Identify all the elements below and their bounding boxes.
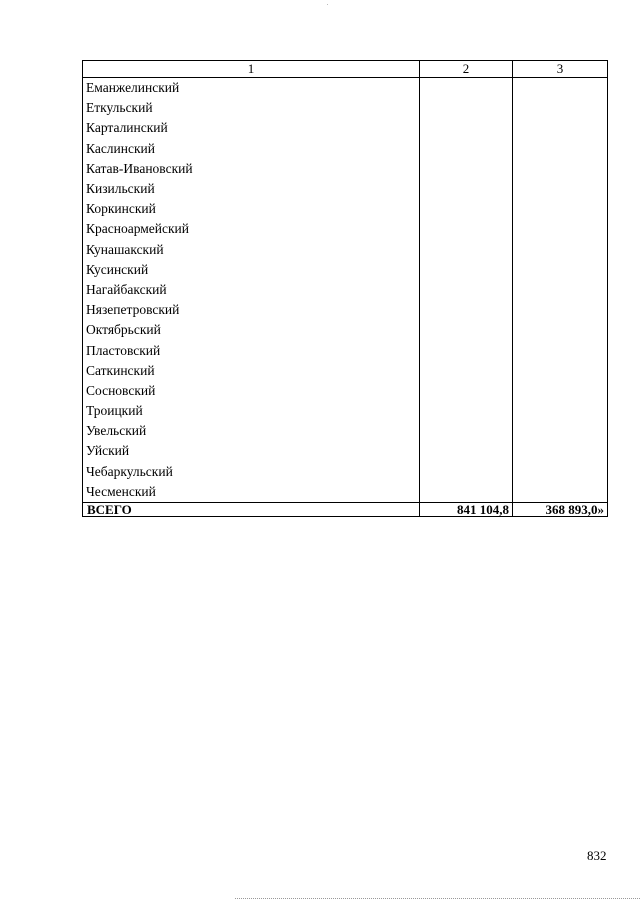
value-col3 xyxy=(513,118,608,138)
table-header-row xyxy=(83,61,608,78)
value-col2 xyxy=(420,300,513,320)
table-row xyxy=(83,381,608,401)
total-col2: 841 104,8 xyxy=(420,502,513,516)
district-name: Кизильский xyxy=(83,179,420,199)
district-name: Кунашакский xyxy=(83,240,420,260)
value-col2 xyxy=(420,199,513,219)
value-col3 xyxy=(513,361,608,381)
value-col2 xyxy=(420,361,513,381)
district-name: Увельский xyxy=(83,421,420,441)
value-col3 xyxy=(513,300,608,320)
table-row xyxy=(83,280,608,300)
value-col2 xyxy=(420,441,513,461)
district-name: Троицкий xyxy=(83,401,420,421)
value-col3 xyxy=(513,98,608,118)
scan-edge xyxy=(235,898,640,900)
table-row xyxy=(83,340,608,360)
district-name: Чесменский xyxy=(83,482,420,503)
table-row xyxy=(83,260,608,280)
column-header-1: 1 xyxy=(83,61,420,78)
value-col2 xyxy=(420,98,513,118)
total-row xyxy=(83,502,608,516)
value-col3 xyxy=(513,280,608,300)
table-row xyxy=(83,320,608,340)
table-row xyxy=(83,300,608,320)
district-name: Каслинский xyxy=(83,139,420,159)
district-name: Сосновский xyxy=(83,381,420,401)
value-col3 xyxy=(513,199,608,219)
data-table xyxy=(82,60,608,517)
district-name: Октябрьский xyxy=(83,320,420,340)
table-row xyxy=(83,482,608,503)
value-col3 xyxy=(513,179,608,199)
district-name: Еткульский xyxy=(83,98,420,118)
table-row xyxy=(83,441,608,461)
scan-mark xyxy=(327,4,328,5)
value-col2 xyxy=(420,118,513,138)
value-col3 xyxy=(513,421,608,441)
value-col3 xyxy=(513,78,608,99)
table-row xyxy=(83,219,608,239)
total-col3: 368 893,0» xyxy=(513,502,608,516)
value-col2 xyxy=(420,340,513,360)
district-name: Катав-Ивановский xyxy=(83,159,420,179)
value-col3 xyxy=(513,159,608,179)
value-col2 xyxy=(420,421,513,441)
table-row xyxy=(83,98,608,118)
value-col2 xyxy=(420,179,513,199)
table-row xyxy=(83,159,608,179)
value-col3 xyxy=(513,340,608,360)
value-col3 xyxy=(513,482,608,503)
column-header-2: 2 xyxy=(420,61,513,78)
table-row xyxy=(83,199,608,219)
district-name: Саткинский xyxy=(83,361,420,381)
table-row xyxy=(83,401,608,421)
value-col3 xyxy=(513,320,608,340)
column-header-3: 3 xyxy=(513,61,608,78)
value-col2 xyxy=(420,320,513,340)
value-col3 xyxy=(513,462,608,482)
district-name: Коркинский xyxy=(83,199,420,219)
table-row xyxy=(83,78,608,99)
value-col3 xyxy=(513,219,608,239)
value-col3 xyxy=(513,441,608,461)
district-name: Уйский xyxy=(83,441,420,461)
value-col2 xyxy=(420,482,513,503)
district-name: Пластовский xyxy=(83,340,420,360)
value-col2 xyxy=(420,381,513,401)
value-col2 xyxy=(420,78,513,99)
district-name: Еманжелинский xyxy=(83,78,420,99)
total-label: ВСЕГО xyxy=(83,502,420,516)
table-row xyxy=(83,240,608,260)
value-col2 xyxy=(420,260,513,280)
table-row xyxy=(83,118,608,138)
district-name: Чебаркульский xyxy=(83,462,420,482)
page-number: 832 xyxy=(587,848,607,863)
value-col3 xyxy=(513,381,608,401)
value-col2 xyxy=(420,280,513,300)
table-row xyxy=(83,139,608,159)
district-name: Красноармейский xyxy=(83,219,420,239)
district-name: Карталинский xyxy=(83,118,420,138)
table-row xyxy=(83,179,608,199)
district-name: Нязепетровский xyxy=(83,300,420,320)
value-col3 xyxy=(513,401,608,421)
value-col2 xyxy=(420,462,513,482)
table-row xyxy=(83,421,608,441)
value-col2 xyxy=(420,219,513,239)
value-col3 xyxy=(513,139,608,159)
value-col2 xyxy=(420,401,513,421)
value-col2 xyxy=(420,139,513,159)
value-col3 xyxy=(513,240,608,260)
table-row xyxy=(83,361,608,381)
district-name: Кусинский xyxy=(83,260,420,280)
value-col2 xyxy=(420,159,513,179)
value-col2 xyxy=(420,240,513,260)
district-name: Нагайбакский xyxy=(83,280,420,300)
value-col3 xyxy=(513,260,608,280)
table-row xyxy=(83,462,608,482)
